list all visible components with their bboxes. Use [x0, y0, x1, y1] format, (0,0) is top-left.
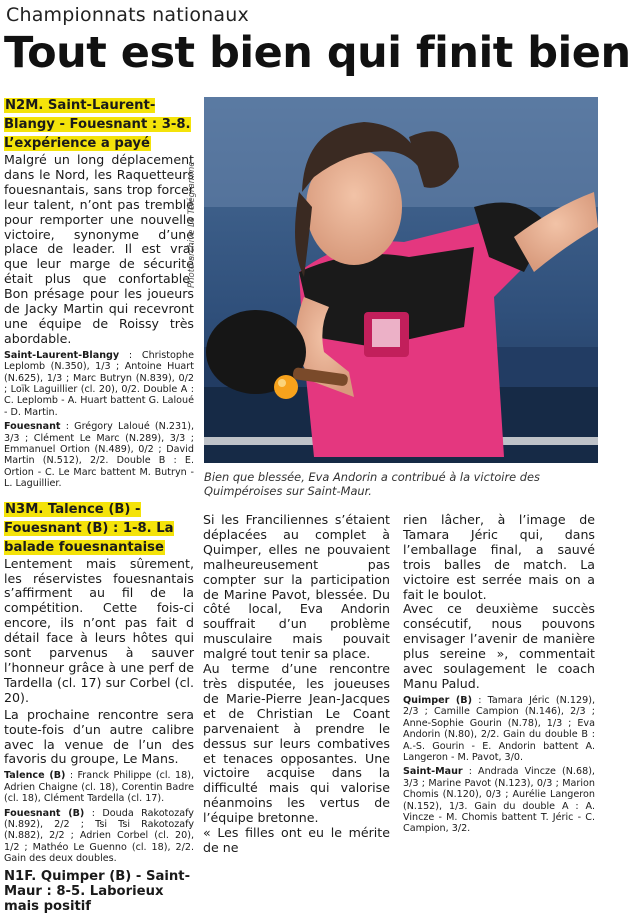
subhead-n3m: N3M. Talence (B) - Fouesnant (B) : 1-8. La balade fouesnantaise — [4, 501, 174, 555]
section-kicker: Championnats nationaux — [6, 4, 249, 26]
page-title: Tout est bien qui finit bien — [4, 28, 631, 78]
result-fouesnant-b — [4, 808, 194, 865]
paragraph-mid-3: « Les filles ont eu le mérite de ne — [203, 825, 390, 855]
result-text: : Grégory Laloué (N.231), 3/3 ; Clément Le Marc (N.289), 3/3 ; Emmanuel Ortion (N.489), 0/2 ; David Martin (N.512), 2/2. Double B : E. Ortion - C. Le Marc battent M. Butryn - L. Laguillier. — [4, 421, 194, 490]
photo-caption: Bien que blessée, Eva Andorin a contribué à la victoire des Quimpéroises sur Saint-Maur. — [204, 470, 540, 498]
result-quimper-b — [403, 695, 595, 763]
team-name: Saint-Laurent-Blangy — [4, 349, 120, 361]
photo-credit: Photo archive Le Télégramme — [187, 161, 197, 288]
paragraph-n3m-next: La prochaine rencontre sera toute-fois d’un autre calibre avec la venue de l’un des favoris du groupe, Le Mans. — [4, 706, 194, 767]
result-text: : Tamara Jéric (N.129), 2/3 ; Camille Campion (N.146), 2/3 ; Anne-Sophie Gourin (N.78), 1/3 ; Eva Andorin (N.80), 2/2. Gain du double B : A.-S. Gourin - E. Andorin battent A. Langeron - M. Pavot, 3/0. — [403, 694, 595, 763]
result-talence — [4, 770, 194, 804]
paragraph-n2m: Malgré un long déplacement dans le Nord, les Raquetteurs fouesnantais, sans trop forcer leur talent, n’ont pas tremblé pour remporter une nouvelle victoire, synonyme d’une place de leader. Il est vrai que leur marge de sécurité était plus que confortable. Bon présage pour les joueurs de Jacky Martin qui recevront une équipe de Roissy très abordable. — [4, 152, 194, 346]
result-text: : Douda Rakotozafy (N.892), 2/2 ; Tsi Tsi Rakotozafy (N.882), 2/2 ; Adrien Corbel (cl. 20), 1/2 ; Mathéo Le Guenno (cl. 18), 2/2. Gain des deux doubles. — [4, 807, 194, 865]
paragraph-mid-1: Si les Franciliennes s’étaient déplacées au complet à Quimper, elles ne pouvaient malheureusement pas compter sur la participation de Marine Pavot, blessée. Du côté local, Eva Andorin souffrait d’un problème musculaire mais pouvait malgré tout tenir sa place. — [203, 512, 390, 662]
result-text: : Franck Philippe (cl. 18), Adrien Chaigne (cl. 18), Corentin Badre (cl. 18), Clément Tardella (cl. 17). — [4, 770, 194, 805]
result-saint-laurent — [4, 350, 194, 418]
result-text: : Christophe Leplomb (N.350), 1/3 ; Antoine Huart (N.625), 1/3 ; Marc Butryn (N.839), 0/2 ; Loïk Laguillier (cl. 20), 0/2. Double A : C. Leplomb - A. Huart battent G. Laloué - D. Martin. — [4, 349, 194, 418]
team-name: Fouesnant — [4, 421, 61, 433]
team-name: Fouesnant (B) — [4, 807, 85, 819]
paragraph-mid-2: Au terme d’une rencontre très disputée, les joueuses de Marie-Pierre Jean-Jacques et de Christian Le Coant parvenaient à prendre le dessus sur leurs combatives et tenaces opposantes. Une victoire acquise dans la difficulté mais qui valorise néanmoins les vertus de l’équipe bretonne. — [203, 661, 390, 826]
player-photo — [204, 97, 598, 463]
result-text: : Andrada Vincze (N.68), 3/3 ; Marine Pavot (N.123), 0/3 ; Marion Chomis (N.120), 0/3 ; Aurélie Langeron (N.152), 1/3. Gain du double A : A. Vincze - M. Chomis battent T. Jéric - C. Campion, 3/2. — [403, 766, 595, 835]
subhead-n1f: N1F. Quimper (B) - Saint-Maur : 8-5. Laborieux mais positif — [4, 868, 191, 915]
middle-column — [203, 513, 390, 856]
left-column — [4, 94, 194, 915]
result-saint-maur — [403, 766, 595, 834]
right-column — [403, 513, 595, 835]
paragraph-right-2: Avec ce deuxième succès consécutif, nous pouvons envisager l’avenir de manière plus sereine », commentait avec soulagement le coach Manu Palud. — [403, 601, 595, 691]
paragraph-n3m: Lentement mais sûrement, les réservistes fouesnantais s’affirment au fil de la compétition. Cette fois-ci encore, ils n’ont pas fait d détail face à leurs hôtes qui sont parvenus à sauver l’honneur grâce à une perf de Tardella (cl. 17) sur Corbel (cl. 20). — [4, 555, 194, 705]
team-name: Talence (B) — [4, 770, 66, 782]
paragraph-right-1: rien lâcher, à l’image de Tamara Jéric qui, dans l’emballage final, a sauvé trois balles de match. La victoire est serrée mais on a fait le boulot. — [403, 512, 595, 602]
table-tennis-player-image — [204, 97, 598, 463]
team-name: Quimper (B) — [403, 694, 472, 706]
result-fouesnant — [4, 421, 194, 489]
subhead-n2m: N2M. Saint-Laurent-Blangy - Fouesnant : 3-8. L’expérience a payé — [4, 98, 191, 151]
team-name: Saint-Maur — [403, 766, 463, 778]
